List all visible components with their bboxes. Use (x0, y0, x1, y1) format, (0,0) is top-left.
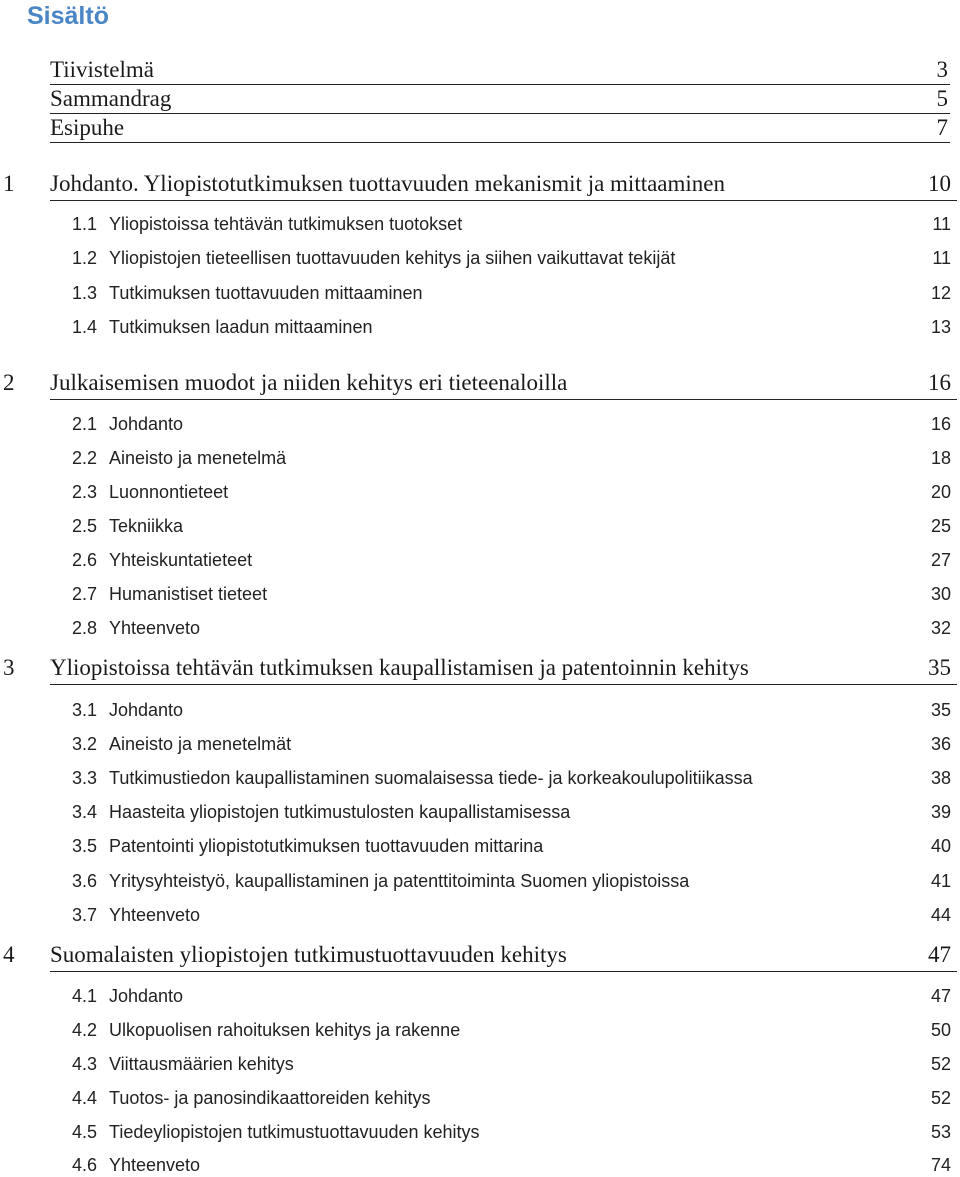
section-number: 1.3 (72, 283, 98, 303)
toc-entry-page: 5 (936, 86, 948, 111)
section-number: 1.1 (72, 214, 98, 234)
toc-section-entry[interactable] (72, 766, 951, 790)
section-page: 36 (930, 734, 951, 754)
section-page: 35 (930, 700, 951, 720)
section-title: Johdanto (109, 700, 184, 720)
toc-section-entry[interactable] (72, 869, 951, 893)
toc-entry-title: Sammandrag (50, 86, 172, 111)
section-title: Viittausmäärien kehitys (109, 1054, 294, 1074)
toc-section-entry[interactable] (72, 1086, 951, 1110)
section-title: Yliopistoissa tehtävän tutkimuksen tuotokset (109, 214, 463, 234)
toc-chapter-entry[interactable] (0, 652, 960, 684)
toc-section-entry[interactable] (72, 212, 951, 236)
toc-section-entry[interactable] (72, 1120, 951, 1144)
toc-section-entry[interactable] (72, 281, 951, 305)
section-title: Humanistiset tieteet (109, 584, 268, 604)
chapter-title: Johdanto. Yliopistotutkimuksen tuottavuuden mekanismit ja mittaaminen (50, 171, 726, 196)
section-page: 32 (930, 618, 951, 638)
toc-section-entry[interactable] (72, 480, 951, 504)
section-number: 1.2 (72, 248, 98, 268)
toc-section-entry[interactable] (72, 315, 951, 339)
toc-section-entry[interactable] (72, 984, 951, 1008)
toc-chapter-entry[interactable] (0, 168, 960, 200)
toc-section-entry[interactable] (72, 732, 951, 756)
section-page: 41 (930, 871, 951, 891)
chapter-title: Yliopistoissa tehtävän tutkimuksen kaupallistamisen ja patentoinnin kehitys (50, 655, 749, 680)
section-page: 20 (930, 482, 951, 502)
section-title: Tutkimustiedon kaupallistaminen suomalaisessa tiede- ja korkeakoulupolitiikassa (109, 768, 753, 788)
section-number: 3.6 (72, 871, 98, 891)
section-page: 53 (930, 1122, 951, 1142)
section-title: Johdanto (109, 986, 184, 1006)
toc-section-entry[interactable] (72, 582, 951, 606)
toc-section-entry[interactable] (72, 903, 951, 927)
toc-entry-title: Esipuhe (50, 115, 125, 140)
section-title: Tiedeyliopistojen tutkimustuottavuuden kehitys (109, 1122, 480, 1142)
section-title: Patentointi yliopistotutkimuksen tuottavuuden mittarina (109, 836, 544, 856)
section-number: 2.2 (72, 448, 98, 468)
section-page: 40 (930, 836, 951, 856)
chapter-page: 47 (928, 942, 951, 967)
section-page: 30 (930, 584, 951, 604)
section-title: Yhteiskuntatieteet (109, 550, 253, 570)
section-number: 4.3 (72, 1054, 98, 1074)
section-page: 50 (930, 1020, 951, 1040)
section-page: 25 (930, 516, 951, 536)
section-title: Aineisto ja menetelmä (109, 448, 287, 468)
toc-section-entry[interactable] (72, 800, 951, 824)
section-number: 3.7 (72, 905, 98, 925)
section-page: 39 (930, 802, 951, 822)
chapter-title: Suomalaisten yliopistojen tutkimustuottavuuden kehitys (50, 942, 567, 967)
section-page: 52 (930, 1088, 951, 1108)
toc-entry-title: Tiivistelmä (50, 57, 154, 82)
page-title: Sisältö (27, 2, 109, 30)
chapter-number: 2 (3, 370, 15, 395)
section-page: 74 (930, 1155, 951, 1175)
chapter-number: 1 (3, 171, 15, 196)
section-number: 3.4 (72, 802, 98, 822)
section-title: Tekniikka (109, 516, 184, 536)
toc-section-entry[interactable] (72, 246, 951, 270)
section-title: Yhteenveto (109, 618, 201, 638)
section-page: 11 (932, 214, 951, 234)
chapter-number: 4 (3, 942, 15, 967)
chapter-page: 35 (928, 655, 951, 680)
section-page: 44 (930, 905, 951, 925)
section-title: Tuotos- ja panosindikaattoreiden kehitys (109, 1088, 431, 1108)
chapter-number: 3 (3, 655, 15, 680)
section-title: Yhteenveto (109, 905, 201, 925)
section-page: 47 (930, 986, 951, 1006)
section-title: Tutkimuksen laadun mittaaminen (109, 317, 373, 337)
section-title: Johdanto (109, 414, 184, 434)
section-page: 18 (930, 448, 951, 468)
chapter-title: Julkaisemisen muodot ja niiden kehitys eri tieteenaloilla (50, 370, 568, 395)
toc-front-entry[interactable] (50, 114, 950, 143)
toc-section-entry[interactable] (72, 548, 951, 572)
section-page: 27 (930, 550, 951, 570)
chapter-page: 10 (928, 171, 951, 196)
section-number: 2.1 (72, 414, 98, 434)
toc-front-entry[interactable] (50, 56, 950, 85)
toc-front-entry[interactable] (50, 85, 950, 114)
toc-section-entry[interactable] (72, 616, 951, 640)
toc-chapter-entry[interactable] (0, 367, 960, 399)
section-page: 38 (930, 768, 951, 788)
toc-section-entry[interactable] (72, 1153, 951, 1177)
section-number: 2.7 (72, 584, 98, 604)
toc-section-entry[interactable] (72, 1018, 951, 1042)
section-number: 1.4 (72, 317, 98, 337)
section-number: 2.6 (72, 550, 98, 570)
section-page: 16 (930, 414, 951, 434)
section-page: 11 (932, 248, 951, 268)
toc-section-entry[interactable] (72, 1052, 951, 1076)
section-number: 3.1 (72, 700, 98, 720)
section-title: Yliopistojen tieteellisen tuottavuuden kehitys ja siihen vaikuttavat tekijät (109, 248, 676, 268)
section-number: 3.2 (72, 734, 98, 754)
section-page: 13 (930, 317, 951, 337)
section-number: 4.4 (72, 1088, 98, 1108)
section-title: Yhteenveto (109, 1155, 201, 1175)
section-number: 4.6 (72, 1155, 98, 1175)
toc-section-entry[interactable] (72, 514, 951, 538)
section-page: 12 (930, 283, 951, 303)
section-number: 2.8 (72, 618, 98, 638)
section-number: 4.5 (72, 1122, 98, 1142)
section-number: 3.3 (72, 768, 98, 788)
toc-section-entry[interactable] (72, 698, 951, 722)
chapter-page: 16 (928, 370, 951, 395)
section-title: Aineisto ja menetelmät (109, 734, 292, 754)
toc-entry-page: 7 (936, 115, 948, 140)
section-number: 2.5 (72, 516, 98, 536)
section-title: Ulkopuolisen rahoituksen kehitys ja rakenne (109, 1020, 461, 1040)
section-number: 4.1 (72, 986, 98, 1006)
section-number: 4.2 (72, 1020, 98, 1040)
section-title: Luonnontieteet (109, 482, 229, 502)
toc-section-entry[interactable] (72, 412, 951, 436)
section-number: 2.3 (72, 482, 98, 502)
section-title: Yritysyhteistyö, kaupallistaminen ja patenttitoiminta Suomen yliopistoissa (109, 871, 690, 891)
section-title: Haasteita yliopistojen tutkimustulosten kaupallistamisessa (109, 802, 571, 822)
section-number: 3.5 (72, 836, 98, 856)
toc-chapter-entry[interactable] (0, 939, 960, 971)
section-title: Tutkimuksen tuottavuuden mittaaminen (109, 283, 423, 303)
toc-section-entry[interactable] (72, 834, 951, 858)
toc-entry-page: 3 (936, 57, 948, 82)
toc-section-entry[interactable] (72, 446, 951, 470)
section-page: 52 (930, 1054, 951, 1074)
